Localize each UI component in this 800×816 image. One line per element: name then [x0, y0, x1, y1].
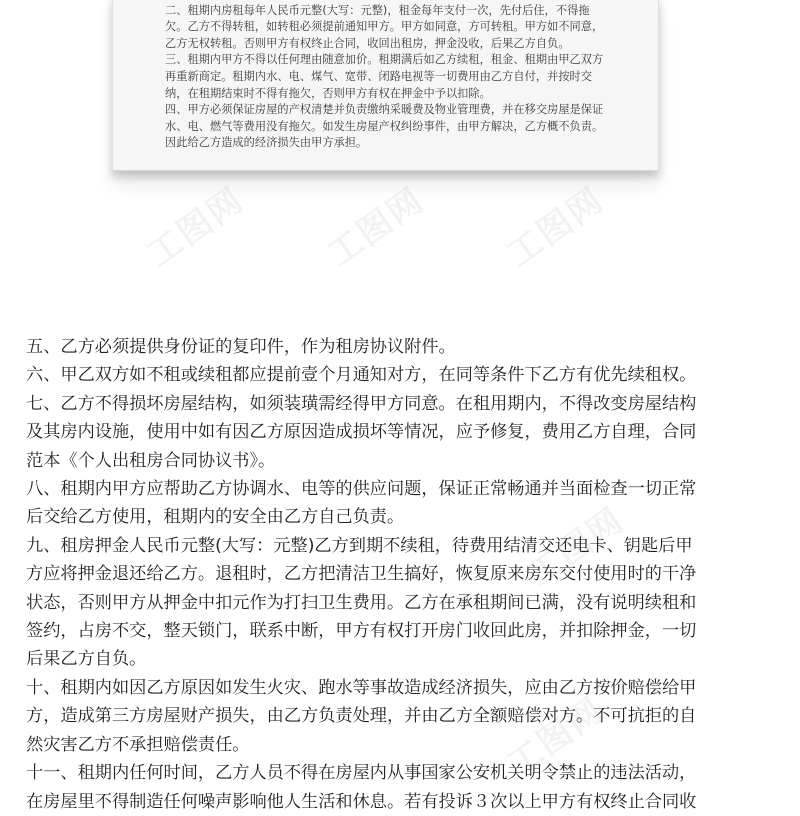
- contract-body-text: [26, 333, 776, 816]
- contract-paper-card: [112, 0, 659, 171]
- body-line: 在房屋里不得制造任何噪声影响他人生活和休息。若有投诉３次以上甲方有权终止合同收: [26, 791, 697, 812]
- body-line: 然灾害乙方不承担赔偿责任。: [26, 734, 250, 755]
- body-line: 六、甲乙双方如不租或续租都应提前壹个月通知对方，在同等条件下乙方有优先续租权。: [26, 365, 697, 386]
- body-line: 签约，占房不交，整天锁门，联系中断，甲方有权打开房门收回此房，并扣除押金，一切: [26, 621, 697, 642]
- watermark: 工图网: [500, 180, 612, 275]
- card-line: 因此给乙方造成的经济损失由甲方承担。: [165, 136, 368, 150]
- body-line: 方应将押金退还给乙方。退租时，乙方把清洁卫生搞好，恢复原来房东交付使用时的干净: [26, 564, 697, 585]
- watermark: 工图网: [520, 500, 632, 595]
- body-line: 后交给乙方使用，租期内的安全由乙方自己负责。: [26, 507, 405, 528]
- card-line: 乙方无权转租。否则甲方有权终止合同，收回出租房，押金没收，后果乙方自负。: [165, 36, 570, 50]
- watermark: 工图网: [500, 690, 612, 785]
- card-line: 二、租期内房租每年人民币元整(大写：元整)，租金每年支付一次，先付后住，不得拖: [165, 3, 590, 17]
- body-line: 十一、租期内任何时间，乙方人员不得在房屋内从事国家公安机关明令禁止的违法活动，: [26, 763, 697, 784]
- body-line: 八、租期内甲方应帮助乙方协调水、电等的供应问题，保证正常畅通并当面检查一切正常: [26, 479, 697, 500]
- body-line: 后果乙方自负。: [26, 649, 147, 670]
- card-line: 纳，在租期结束时不得有拖欠，否则甲方有权在押金中予以扣除。: [165, 86, 491, 100]
- card-line: 四、甲方必须保证房屋的产权清楚并负责缴纳采暖费及物业管理费，并在移交房屋是保证: [165, 103, 604, 117]
- body-line: 方，造成第三方房屋财产损失，由乙方负责处理，并由乙方全额赔偿对方。不可抗拒的自: [26, 706, 697, 727]
- body-line: 十、租期内如因乙方原因如发生火灾、跑水等事故造成经济损失，应由乙方按价赔偿给甲: [26, 677, 697, 698]
- card-line: 水、电、燃气等费用没有拖欠。如发生房屋产权纠纷事件，由甲方解决，乙方概不负责。: [165, 119, 604, 133]
- body-line: 九、租房押金人民币元整(大写：元整)乙方到期不续租，待费用结清交还电卡、钥匙后甲: [26, 535, 693, 556]
- body-line: 范本《个人出租房合同协议书》。: [26, 450, 276, 471]
- watermark: 工图网: [140, 180, 252, 275]
- card-line: 再重新商定。租期内水、电、煤气、宽带、闭路电视等一切费用由乙方自付，并按时交: [165, 69, 593, 83]
- body-line: 及其房内设施，使用中如有因乙方原因造成损坏等情况，应予修复，费用乙方自理，合同: [26, 422, 697, 443]
- watermark: 工图网: [320, 180, 432, 275]
- card-line: 三、租期内甲方不得以任何理由随意加价。租期满后如乙方续租，租金、租期由甲乙双方: [165, 53, 604, 67]
- body-line: 状态，否则甲方从押金中扣元作为打扫卫生费用。乙方在承租期间已满，没有说明续租和: [26, 592, 697, 613]
- card-line: 欠。乙方不得转租，如转租必须提前通知甲方。甲方如同意，方可转租。甲方如不同意，: [165, 20, 604, 34]
- contract-preview-area: [0, 0, 800, 200]
- card-text-block: [165, 0, 635, 152]
- body-line: 七、乙方不得损坏房屋结构，如须装璜需经得甲方同意。在租用期内，不得改变房屋结构: [26, 393, 697, 414]
- body-line: 五、乙方必须提供身份证的复印件，作为租房协议附件。: [26, 337, 456, 357]
